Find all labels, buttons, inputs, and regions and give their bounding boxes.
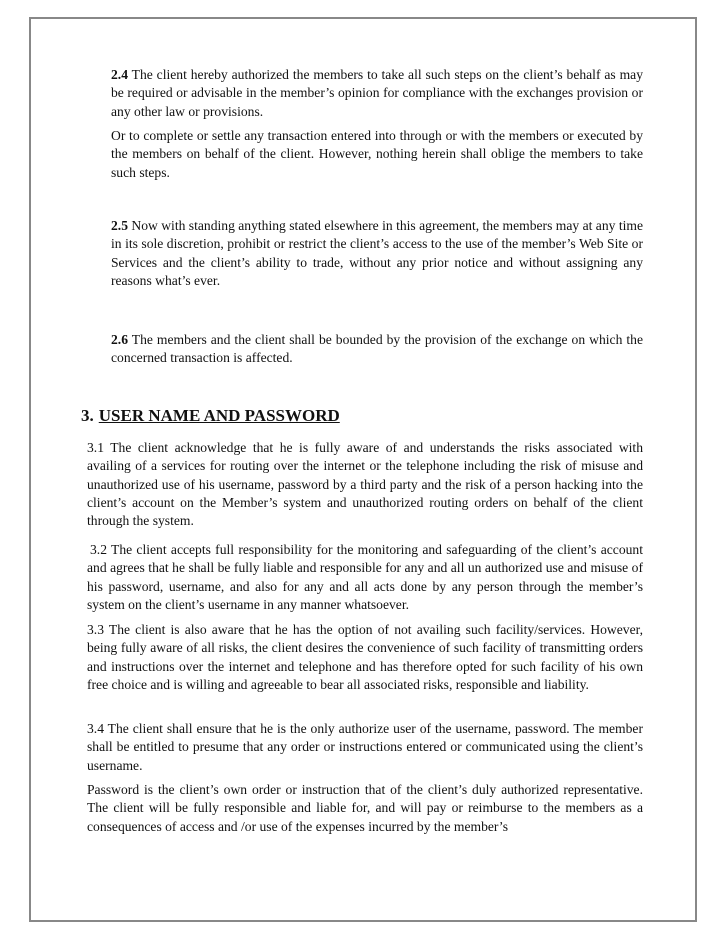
clause-number: 2.6 — [111, 332, 128, 347]
clause-2-4-continuation: Or to complete or settle any transaction entered into through or with the members or executed by the members on behalf of the client. However, nothing herein shall oblige the members to take such steps. — [111, 128, 643, 180]
clause-number: 2.5 — [111, 218, 128, 233]
clause-number: 2.4 — [111, 67, 128, 82]
section-title: USER NAME AND PASSWORD — [98, 406, 340, 425]
clause-text: The members and the client shall be bounded by the provision of the exchange on which the concerned transaction is affected. — [111, 332, 643, 366]
clause-2-4 — [111, 66, 643, 121]
clause-3-2: 3.2 The client accepts full responsibility for the monitoring and safeguarding of the client’s account and agrees that he shall be fully liable and responsible for any and all un authorized use and misuse of his password, username, and also for any and all acts done by any person through the member’s system on the client’s username in any manner whatsoever. — [87, 542, 643, 612]
clause-3-1: 3.1 The client acknowledge that he is fully aware of and understands the risks associated with availing of a services for routing over the internet or the telephone including the risk of misuse and unauthorized use of his username, password by a third party and the risk of a person hacking into the client’s account on the Member’s system and unauthorized routing orders on behalf of the client through the system. — [87, 440, 643, 529]
password-paragraph: Password is the client’s own order or instruction that of the client’s duly authorized representative. The client will be fully responsible and liable for, and will pay or reimburse to the members as a consequences of access and /or use of the expenses incurred by the member’s — [87, 782, 643, 834]
clause-2-6 — [111, 331, 643, 368]
section-heading — [81, 405, 340, 427]
section-number: 3. — [81, 406, 94, 425]
clause-3-3: 3.3 The client is also aware that he has the option of not availing such facility/services. However, being fully aware of all risks, the client desires the convenience of such facility of transmitting orders and instructions over the internet and telephone and has therefore opted for such facility of his own free choice and is willing and agreeable to bear all associated risks, responsible and liability. — [87, 622, 643, 692]
clause-text: Now with standing anything stated elsewhere in this agreement, the members may at any time in its sole discretion, prohibit or restrict the client’s access to the use of the member’s Web Site or Services and the client’s ability to trade, without any prior notice and without assigning any reasons what’s ever. — [111, 218, 643, 288]
clause-text: The client hereby authorized the members to take all such steps on the client’s behalf as may be required or advisable in the member’s opinion for compliance with the exchanges provision or any other law or provisions. — [111, 67, 643, 119]
clause-2-5 — [111, 217, 643, 290]
clause-3-4: 3.4 The client shall ensure that he is the only authorize user of the username, password. The member shall be entitled to presume that any order or instructions entered or communicated using the client’s username. — [87, 721, 643, 773]
